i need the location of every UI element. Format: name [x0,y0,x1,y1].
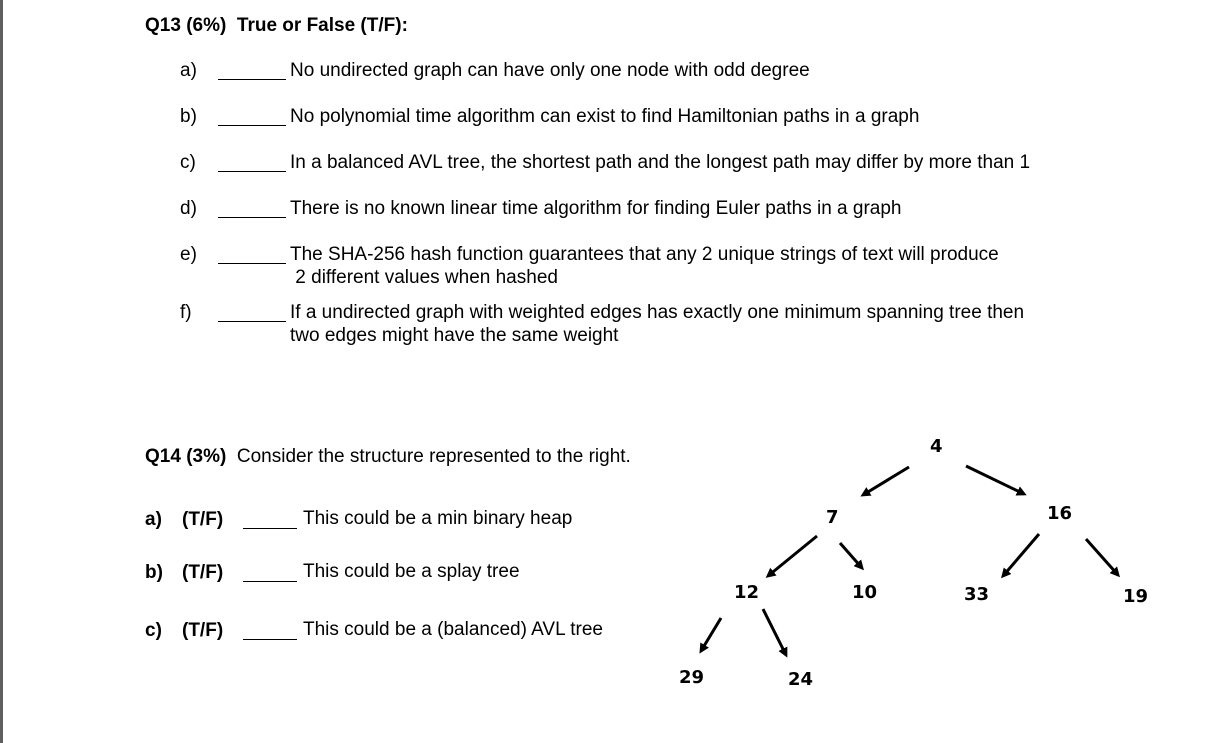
edge-12-29 [701,618,721,651]
tree-node-10: 10 [852,582,878,603]
tree-node-4: 4 [930,436,943,457]
edge-7-10 [840,543,862,568]
q13-item-text: There is no known linear time algorithm for finding Euler paths in a graph [290,198,902,219]
tree-node-7: 7 [826,507,839,528]
q14-item-label: a) [145,509,162,530]
q13-item-label: e) [180,244,197,265]
q13-item-label: c) [180,152,196,173]
q14-item-tf: (T/F) [182,620,224,641]
q13-item-text-continued: 2 different values when hashed [290,267,558,288]
q13-item-text: The SHA-256 hash function guarantees that any 2 unique strings of text will produce [290,244,999,265]
q13-item-text: No undirected graph can have only one node with odd degree [290,60,810,81]
edge-16-33 [1003,534,1039,576]
q14-item-tf: (T/F) [182,562,224,583]
q13-item-label: d) [180,198,197,219]
q13-item-text: No polynomial time algorithm can exist to find Hamiltonian paths in a graph [290,106,920,127]
q13-number: Q13 [145,15,181,36]
q14-item-text: This could be a (balanced) AVL tree [303,619,603,640]
q14-points: (3%) [186,446,227,467]
tree-node-24: 24 [788,669,814,690]
tree-node-12: 12 [734,582,760,603]
q14-item-tf: (T/F) [182,509,224,530]
q14-item-text: This could be a min binary heap [303,508,573,529]
q13-item-label: a) [180,60,197,81]
q13-points: (6%) [186,15,227,36]
q14-number: Q14 [145,446,181,467]
q13-item-label: f) [180,302,192,323]
q14-item-label: c) [145,620,162,641]
q13-item-text-continued: two edges might have the same weight [290,325,619,346]
edge-4-7 [863,467,909,495]
edge-4-16 [966,466,1024,494]
q13-item-label: b) [180,106,197,127]
tree-node-33: 33 [964,584,990,605]
q14-item-text: This could be a splay tree [303,561,520,582]
q13-title: True or False (T/F): [236,15,408,36]
q13-item-text: If a undirected graph with weighted edges has exactly one minimum spanning tree then [290,302,1025,323]
edge-7-12 [768,536,817,576]
tree-node-19: 19 [1123,586,1149,607]
tree-node-29: 29 [679,667,705,688]
edge-12-24 [763,609,786,655]
edge-16-19 [1086,539,1118,575]
tree-node-16: 16 [1047,503,1073,524]
q14-item-label: b) [145,562,163,583]
q14-prompt: Consider the structure represented to the right. [236,446,631,467]
q13-item-text: In a balanced AVL tree, the shortest path and the longest path may differ by more than 1 [290,152,1031,173]
